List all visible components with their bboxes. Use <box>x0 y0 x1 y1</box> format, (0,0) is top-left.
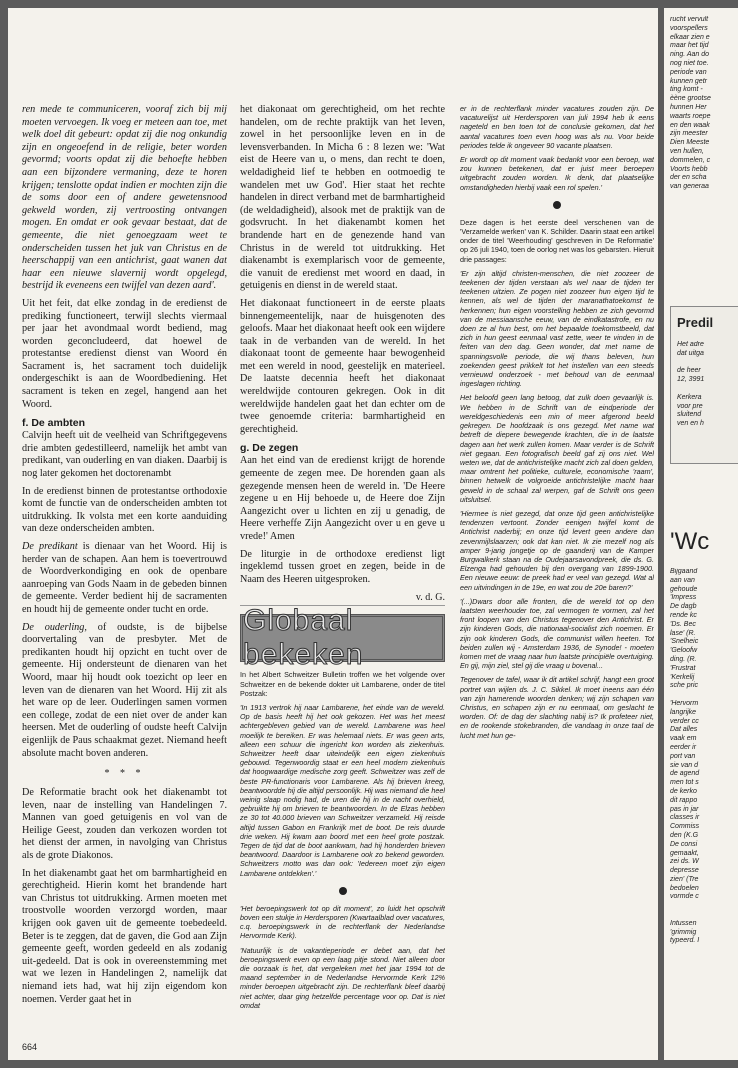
text-line: maar het tijd <box>670 42 709 50</box>
text-line: men tot s <box>670 779 699 787</box>
text-line: 'Impress <box>670 594 697 602</box>
text-line: rucht vervult <box>670 16 709 23</box>
text-line: den (K.G <box>670 831 699 839</box>
next-page-edge <box>664 8 738 1060</box>
text-line <box>677 359 738 368</box>
quote: 'Er zijn altijd christen-menschen, die niet zoozeer de teekenen der tijden verstaan als wel naar de tijden ter teekenen uitzien. Ze pogen niet zoozeer hun eigen tijd te kennen, als wel de tijden der maranathatoekomst te herkennen; hun eigen voorstelling hebben ze zich gevormd van de messiaansche eeuw, van de eindkatastrofe, en nu doen ze al hun best, om het bepaalde toekomstbeeld, dat zich in hun geest eenmaal vast zette, weer te vinden in de feiten van den dag. Geen wonder, dat met name de spanningsvolle periode, die wij thans beleven, hun zoekenden geest prikkelt tot het instellen van een steeds vernieuwd onderzoek - met behoud van de eenmaal ingeslagen richting. <box>460 268 654 389</box>
quote: Het beloofd geen lang betoog, dat zulk doen gevaarlijk is. We hebben in de Schrift van de eindperiode der wereldgeschiedenis een min of meer afgerond beeld gekregen. De hoofdzaak is ons gezegd. Met name wat betreft de diepere bewegende krachten, die in de laatste dagen aan het werk zullen komen. Maar verder is de Schrift niet gegaan. Een fotografisch beeld gaf zij ons niet. Wel weten we, dat de antichristelijke macht zich zal doen gelden, maar omtrent het politieke, culturele, economische 'raam', binnen hetwelk de volgroeide antichristelijke macht haar geweld in de schaal zal werpen, gaf de Schrift ons geen uitsluitsel. <box>460 393 654 504</box>
text-line: sluitend <box>677 411 702 419</box>
text-line: eerder ir <box>670 743 697 751</box>
text-line: 'Snelheic <box>670 638 699 646</box>
column-banner <box>240 604 445 672</box>
text-line: gemaakt, <box>670 849 699 857</box>
quote: Er wordt op dit moment vaak bedankt voor een beroep, wat zou kunnen betekenen, dat er juist meer beroepen uitgebracht zouden worden. Ik denk, dat plaatselijke omstandigheden hierbij vaak een rol spelen.' <box>460 155 654 192</box>
globaal-bekeken-text <box>240 670 445 1010</box>
text-line: en den waak <box>670 121 710 129</box>
text-line: periode van <box>670 68 707 76</box>
text-line: de heer <box>677 367 701 375</box>
paragraph-ouderling <box>22 622 227 761</box>
calvin-quote: ren mede te communiceren, vooraf zich bij mij moeten vervoegen. Ik voeg er meteen aan toe, met welk doel dit gebeurt: opdat zij die nog onkundig zijn en ongeoefend in de religie, beter worden gevormd; voorts opdat zij die behoefte hebben aan een bijzondere vermaning, deze te horen krijgen; tenslotte opdat indien er mochten zijn die de soms door een of andere gewetensnood gekweld worden, zij vertroosting ontvangen mogen. En omdat er ook gevaar bestaat, dat de gemeente, die niet genoegzaam weet te onderscheiden tussen het juk van Christus en de heerschappij van een antichrist, gaat wanen dat haar een nieuwe slavernij wordt opgelegd, bestrijd ik eveneens een twijfel van dezen aard'. <box>22 104 227 292</box>
quote: Tegenover de tafel, waar ik dit artikel schrijf, hangt een groot portret van wijlen ds. J. C. Sikkel. Ik moet ineens aan één van zijn hamerende woorden denken; wij zijn schapen van Christus, en schapen zijn er nu eenmaal, om geslacht te worden. Of: de dag der slachting nabij is? Ik profeteer niet, en de rookende stokebranden, die vandaag in onze taal de lucht met hun ge- <box>460 675 654 740</box>
text-line: 12, 3991 <box>677 376 705 384</box>
paragraph: De liturgie in de orthodoxe eredienst ligt ingeklemd tussen groet en zegen, beide in de Naam des Heeren uitgesproken. <box>240 548 445 585</box>
text-line: dommelen, c <box>670 156 711 164</box>
paragraph-predikant <box>22 541 227 617</box>
text-line: bedoelen <box>670 884 699 892</box>
notice-box <box>670 306 738 464</box>
text-line <box>670 902 738 911</box>
section-heading-ambten: f. De ambten <box>22 417 86 430</box>
banner-title: Globaal bekeken <box>243 604 364 672</box>
text-line: depresse <box>670 867 699 875</box>
text-line: rende kc <box>670 611 697 619</box>
text-line: 'Frustrat <box>670 664 696 672</box>
text-line: dat uitga <box>677 349 704 357</box>
paragraph: In het diakenambt gaat het om barmhartigheid en gerechtigheid. Hierin komt het brandende hart van Christus tot uitdrukking. Armen moeten met troostvolle woorden verzorgd worden, maar krijgen ook gaven uit de gemeente toebedeeld. Beter is te zeggen, dat de gaven, die God aan Zijn gemeente geeft, worden gedeeld en als zodanig uit-gedeeld. Dat is ook in overeenstemming met wat we lezen in Handelingen 2, namelijk dat niemand iets had, wat hij zijn eigendom kon noemen. Verder gaat het in <box>22 867 227 1005</box>
text-line <box>670 691 738 700</box>
quote: er in de rechterflank minder vacatures zouden zijn. De vacaturelijst uit Herdersporen van juli 1994 heb ik eens nageteld en ben toen tot de conclusie gekomen, dat het aantal vacatures toen even hoog was als nu. Voor beide periodes telde ik ongeveer 90 vacante plaatsen. <box>460 104 654 150</box>
text-line: hunnen Her <box>670 103 707 111</box>
text-line: ven en h <box>677 420 704 428</box>
page-number: 664 <box>22 1042 38 1052</box>
text-line: lase' (R. <box>670 629 696 637</box>
text-line: sie van d <box>670 761 699 769</box>
text-line: classes ir <box>670 814 700 822</box>
right-column <box>460 104 654 745</box>
quote: 'In 1913 vertrok hij naar Lambarene, het einde van de wereld. Op de basis heeft hij het ook gekozen. Het was het meest achtergebleven gebied van de wereld. Lambarene was heel moeilijk te bereiken. Er was helemaal niets. Er was geen arts, alleen een schuur die ingericht kon worden als ziekenhuis. Schweitzer heeft daar uiteindelijk een eigen ziekenhuis gebouwd. Tegenwoordig staat er een heel modern ziekenhuis dat hoogwaardige medische zorg geeft. Schweitzer was zelf de beste PR-functionaris voor Lambarene. Als hij brieven kreeg, beantwoordde hij die altijd persoonlijk. Hij was niemand die heel weinig slaap nodig had, de uren die hij in de nacht overhield, gebruikte hij om brieven te beantwoorden. In de Elzas hebben ze 30 tot 40.000 brieven van Schweitzer verzameld. Hij reisde altijd tussen Gabon en Frankrijk met de boot. De reis duurde drie weken. Hij kwam aan boord met een heel grote postzak. Tegen de tijd dat de boot aankwam, had hij honderden brieven beantwoord. Daardoor is Lambarene ook zo bekend geworden. Schweitzers motto was dan ook: 'Iedereen moet zijn eigen Lambarene ontdekken'.' <box>240 702 445 878</box>
text-line <box>670 911 738 920</box>
text-line: De dagb <box>670 603 697 611</box>
text-line: nog niet toe. <box>670 59 709 67</box>
text-line: port van <box>670 752 696 760</box>
text-line: Bijgaand <box>670 568 698 575</box>
text-line: elkaar zien e <box>670 33 710 41</box>
text-line: Commiss <box>670 823 700 831</box>
text-line: pas in jar <box>670 805 699 813</box>
quote: 'Natuurlijk is de vakantieperiode er debet aan, dat het beroepingswerk even op een laag pitje stond. Niet alleen door die oorzaak is het, dat vergeleken met het jaar 1994 tot de maand september in de Nederlandse Hervormde Kerk 12% minder beroepen uitgebracht zijn. De rechterflank bleef daarbij niet achter, daar ging hetzelfde percentage voor op. Dat is niet omdat <box>240 945 445 1010</box>
text-line: 'grimmig <box>670 928 697 936</box>
cut-off-text-bottom <box>670 568 738 946</box>
text-line: vormde c <box>670 893 699 901</box>
text-line: kunnen getr <box>670 77 707 85</box>
left-column <box>22 104 227 1011</box>
quote: 'Hiermee is niet gezegd, dat onze tijd geen antichristelijke tendenzen vertoont. Zonder eenigen twijfel komt de Antichrist naderbij; en onze tijd levert geen andere dan zevenmijlslaarzen; ook dat kan niet. Ik zie mezelf nog als amper 9-jarig jongetje op de gaanderij van de Kamper Burgwalkerk staan na de Oudejaarsavondpreek, die ds. G. Elzenga had gehouden bij den overgang van 1899-1900. Een nieuwe eeuw: de preek had er veel van gezegd. Wat al een uitvindingen in de 19e, en wat zou de 20e baren?' <box>460 508 654 592</box>
quote: 'Het beroepingswerk tot op dit moment', zo luidt het opschrift boven een stukje in Herdersporen (Kwartaalblad over vacatures, c.q. beroepingswerk in de rechterflank der Nederlandse Hervormde Kerk). <box>240 903 445 941</box>
notice-box-text <box>677 341 738 429</box>
section-divider-stars: * * * <box>104 768 145 780</box>
text-line: 'Kerkelij <box>670 673 695 681</box>
text-line: ven hullen, <box>670 147 704 155</box>
text-line <box>677 385 738 394</box>
text-line: sche pric <box>670 682 699 690</box>
text-line: ting komt - <box>670 86 703 94</box>
text-line: typeerd. I <box>670 937 700 945</box>
paragraph: Deze dagen is het eerste deel verschenen van de 'Verzamelde werken' van K. Schilder. Daarin staat een artikel onder de titel 'Weerhouding' geschreven in De Reformatie' op 26 juli 1940, toen de oorlog net was los gebarsten. Hieruit drie passages: <box>460 217 654 264</box>
section-heading-zegen: g. De zegen <box>240 442 299 455</box>
paragraph: het diakonaat om gerechtigheid, om het rechte handelen, om de rechte praktijk van het leven, zowel in het persoonlijke leven en in de levensverbanden. In Micha 6 : 8 lezen we: 'Wat eist de Heere van u, o mens, dan recht te doen, weldadigheid lief te hebben en ootmoedig te wandelen met uw God'. Hier staat het rechte handelen in direct verband met de barmhartigheid (de weldadigheid), alsook met de praktijk van de godsvrucht. In het diakenambt komen het brandende hart en de genezende hand van Christus in de wereld tot uitdrukking. Het diakenambt is exemplarisch voor de gemeente, die vanuit de eredienst met woord en daad, in getuigenis en dienst in de wereld staat. <box>240 104 445 292</box>
text-line: 'Hervorm <box>670 699 699 707</box>
text-line: van generaa <box>670 183 709 191</box>
text-line: Voorts hebb <box>670 165 708 173</box>
text-line: ding. (R. <box>670 655 697 663</box>
notice-box-title: Predil <box>677 315 714 330</box>
text-line: Dien Meeste <box>670 139 710 147</box>
paragraph: In het Albert Schweitzer Bulletin troffen we het volgende over Schweitzer en de bekende dokter uit Lambarene, onder de titel Postzak: <box>240 670 445 698</box>
text-line: èène grootse <box>670 95 711 103</box>
text-line: 'Geloofw <box>670 647 698 655</box>
text-line: voorspellers <box>670 24 708 32</box>
paragraph-text: of oudste, is de bijbelse doorvertaling van de presbyter. Met de predikanten houdt hij opzicht en tucht over de gemeente. Hij ondersteunt de dienaren van het Woord, maar hij houdt ook toezicht op leer en leven van de dienaren van het Woord. Hij zit als het ware op de leer. Ouderlingen samen vormen een college, zodat de een niet over de ander kan heersen. Met de ouderling of oudste heeft Calvijn eigenlijk de Paus schaakmat gezet. Niemand heeft absolute macht boven anderen. <box>22 621 227 759</box>
text-line: langrijke <box>670 708 697 716</box>
paragraph: In de eredienst binnen de protestantse orthodoxie komt de functie van de onderscheiden ambten tot uitdrukking. Ik volsta met een korte aanduiding van deze onderscheiden ambten. <box>22 485 227 535</box>
term-predikant: De predikant <box>22 541 78 552</box>
paragraph: Uit het feit, dat elke zondag in de eredienst de prediking functioneert, terwijl slechts viermaal per jaar het avondmaal wordt bediend, mag worden geconcludeerd, dat hoewel de protestantse eredienst dienst van Woord én Sacrament is, het sacrament toch duidelijk ondergeschikt is aan de Woordbediening. Het sacrament is teken en zegel, hangend aan het Woord. <box>22 297 227 410</box>
text-line: Het adre <box>677 341 704 348</box>
article-heading: 'Wc <box>670 528 710 555</box>
author-signature: v. d. G. <box>415 592 445 604</box>
paragraph: Het diakonaat functioneert in de eerste plaats binnengemeentelijk, naar de huisgenoten des geloofs. Maar het diakonaat heeft ook een wijdere taak in de verbanden van de wereld. In het diakonaat toont de gemeente haar bewogenheid met een wereld in nood, geestelijk en materieel. De laatste decennia heeft het diakonaat wereldwijde contouren gekregen. Ook in dit wereldwijde handelen gaat het dan echter om de twee genoemde criteria: barmhartigheid en gerechtigheid. <box>240 297 445 435</box>
text-line: vaak em <box>670 735 697 743</box>
text-line: Dat alles <box>670 726 698 734</box>
term-ouderling: De ouderling, <box>22 621 87 633</box>
text-line: Intussen <box>670 919 697 927</box>
text-line: dit rappo <box>670 796 698 804</box>
paragraph: De Reformatie bracht ook het diakenambt tot leven, naar de instelling van Handelingen 7. Mannen van goed getuigenis en vol van de Heilige Geest, zouden dan verkozen worden tot het dienst der armen, in navolging van Christus als de grote Diakonos. <box>22 787 227 862</box>
paragraph-text: is dienaar van het Woord. Hij is herder van de schapen. Aan hem is toevertrouwd de Woordverkondiging en ook de openbare aanroeping van Gods Naam in de gebeden binnen de gemeente. Verder bedient hij de sacramenten en houdt hij de gemeente onder tucht en orde. <box>22 541 227 615</box>
cut-off-text-top <box>670 16 738 192</box>
quote: '(...)Dwars door alle fronten, die de wereld tot op den laatsten weerhouder toe, zal vermogen te vormen, zal het front loopen van den Christus tegenover den Antichrist. Er zijn kinderen Gods, die nationaal-socialist zich noemen. Er zijn ook kinderen Gods, die communist willen heeten. Tot beiden zullen wij - Amsterdam 1936, de Synode! - moeten komen met de vraag naar hun laatste principiële overtuiging. En gij, mijn ziel, stel gij die vraag u bovenal... <box>460 596 654 671</box>
text-line: verder cc <box>670 717 699 725</box>
text-line: de kerko <box>670 787 697 795</box>
text-line: der en scha <box>670 174 707 182</box>
text-line: de agend <box>670 770 700 778</box>
text-line: waarts roepe <box>670 112 711 120</box>
text-line: voor pre <box>677 402 703 410</box>
text-line: aan van <box>670 576 695 584</box>
text-line: gehoude <box>670 585 698 593</box>
text-line: zei ds. W <box>670 858 699 866</box>
text-line: zien' (Tre <box>670 875 699 883</box>
text-line: ning. Aan do <box>670 51 710 59</box>
text-line: De consi <box>670 840 698 848</box>
paragraph: Aan het eind van de eredienst krijgt de horende gemeente de zegen mee. De horenden gaan als gezegende mensen heen de wereld in. 'De Heere zegene u en Hij behoede u, de Heere doe Zijn Aangezicht over u lichten en zij u genadig, de Heere verheffe Zijn Aangezicht over u en geve u vrede!' Amen <box>240 455 445 542</box>
bullet-separator <box>553 201 561 209</box>
magazine-page-664 <box>8 8 658 1060</box>
text-line: 'Ds. Bec <box>670 620 696 628</box>
paragraph: Calvijn heeft uit de veelheid van Schriftgegevens drie ambten gedestilleerd, namelijk het ambt van predikant, van ouderling en van diaken. Daarbij is nog later gekomen het doctorenambt <box>22 430 227 480</box>
text-line: Kerkera <box>677 393 702 401</box>
text-line: zijn meester <box>670 130 708 138</box>
middle-column <box>240 104 445 1015</box>
bullet-separator <box>339 887 347 895</box>
